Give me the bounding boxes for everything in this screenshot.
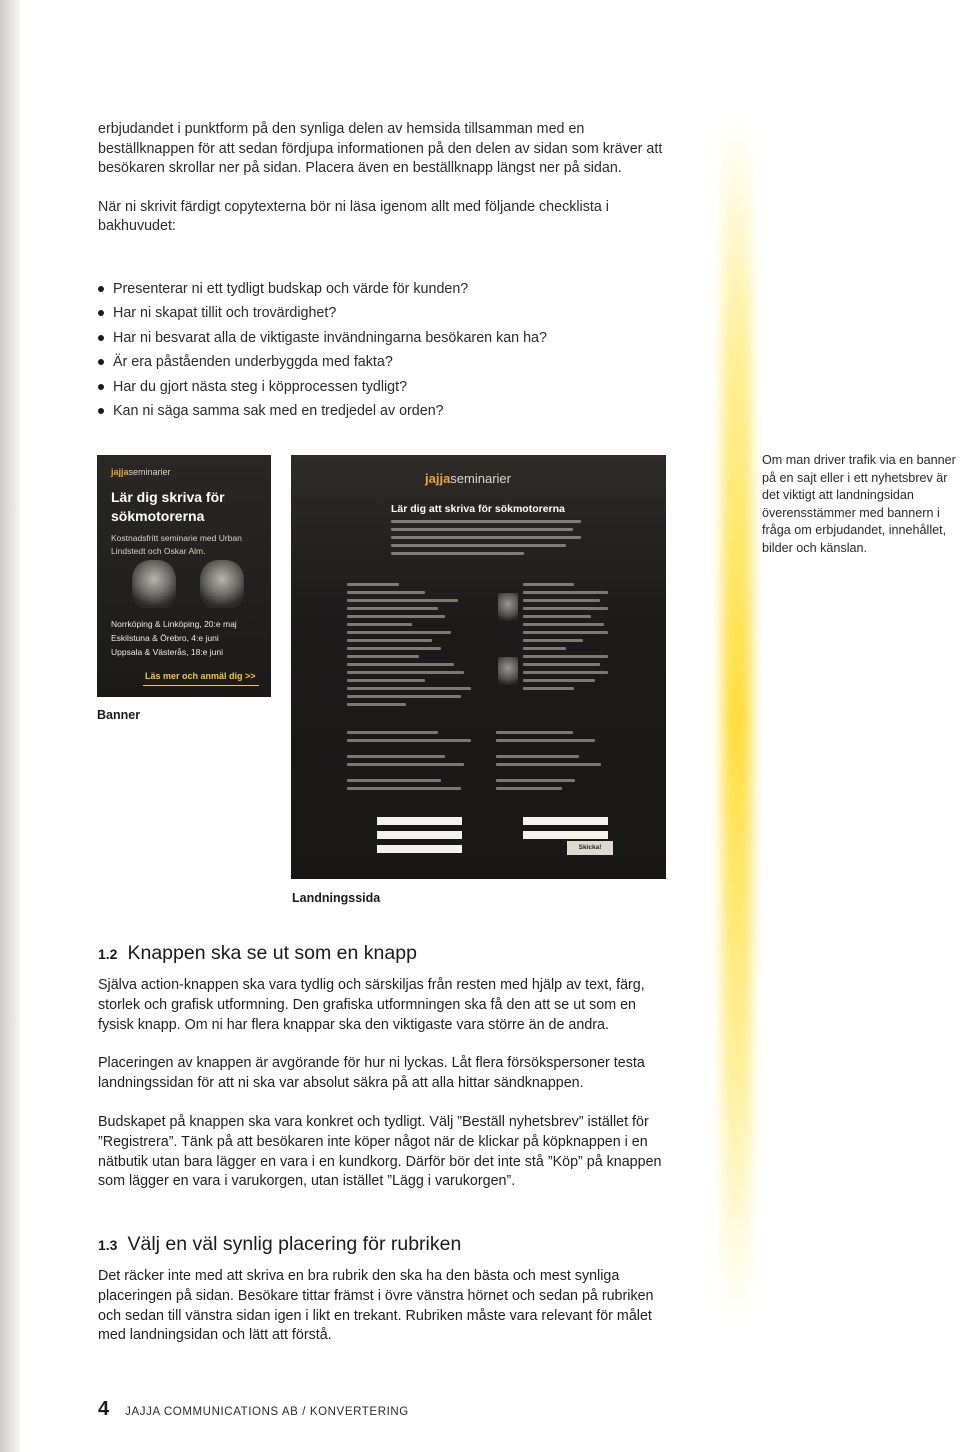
page-edge-strip <box>0 0 20 1452</box>
banner-city-line: Norrköping & Linköping, 20:e maj <box>111 619 237 629</box>
landing-page-image <box>291 455 666 879</box>
banner-cta-underline <box>143 685 259 686</box>
section-body <box>98 976 668 1192</box>
side-note: Om man driver trafik via en banner på en sajt eller i ett nyhetsbrev är det viktigt att landningsidan överensstämmer med bannern i fråga om erbjudandet, innehållet, bilder och känslan. <box>762 453 956 555</box>
portrait-photo <box>200 560 244 608</box>
landing-caption: Landningssida <box>292 891 381 905</box>
landing-logo: jajjaseminarier <box>425 471 511 486</box>
section-body <box>98 1267 668 1346</box>
banner-cta-link: Läs mer och anmäl dig >> <box>145 671 256 681</box>
banner-logo: jajjaseminarier <box>111 467 171 477</box>
page-footer <box>98 1398 598 1424</box>
banner-caption: Banner <box>97 708 141 722</box>
decorative-glow <box>722 120 752 1320</box>
mobile-field <box>377 845 462 853</box>
portrait-photo <box>132 560 176 608</box>
intro-text <box>98 120 678 237</box>
checklist-item: Har ni besvarat alla de viktigaste invändningarna besökaren kan ha? <box>98 326 698 350</box>
paragraph: Själva action-knappen ska vara tydlig och särskiljas från resten med hjälp av text, färg, storlek och grafisk utformning. Den grafiska utformningen ska få den att se ut som en fysisk knapp. Om ni har flera knappar ska den viktigaste vara större än de andra. <box>98 977 645 1033</box>
checklist-item: Har du gjort nästa steg i köpprocessen tydligt? <box>98 375 698 399</box>
banner-subtitle: Kostnadsfritt seminarie med Urban Lindstedt och Oskar Alm. <box>111 533 242 556</box>
section-number: 1.2 <box>98 946 118 962</box>
name-field <box>377 817 462 825</box>
section-heading <box>98 942 798 965</box>
landing-intro-text <box>391 520 581 560</box>
section-number: 1.3 <box>98 1237 118 1253</box>
checklist-item: Kan ni säga samma sak med en tredjedel av orden? <box>98 399 698 423</box>
landing-left-column <box>347 583 477 711</box>
checklist-item: Presenterar ni ett tydligt budskap och värde för kunden? <box>98 277 698 301</box>
section-heading <box>98 1233 798 1256</box>
landing-dates-right <box>496 731 606 795</box>
speaker-photo <box>498 657 518 685</box>
section-title: Knappen ska se ut som en knapp <box>127 942 417 964</box>
paragraph: Det räcker inte med att skriva en bra rubrik den ska ha den bästa och mest synliga placeringen på sidan. Besökare tittar främst i övre vänstra hörnet och sedan på rubriken och sedan till vänstra sidan igen i likt en trekant. Rubriken måste vara relevant för målet med landningsidan och lätt att förstå. <box>98 1268 654 1344</box>
banner-image <box>97 455 271 697</box>
paragraph: Placeringen av knappen är avgörande för hur ni lyckas. Låt flera försökspersoner testa landningssidan för att ni ska var absolut säkra på att alla hittar sändknappen. <box>98 1055 645 1092</box>
intro-paragraph-1: erbjudandet i punktform på den synliga delen av hemsida tillsamman med en beställknappen för att sedan fördjupa informationen på den delen av sidan som kräver att besökaren skrollar ner på sidan. Placera även en beställknapp längst ner på sidan. <box>98 121 663 177</box>
checklist <box>98 277 698 423</box>
landing-right-column <box>523 583 608 695</box>
submit-button: Skicka! <box>567 841 613 855</box>
company-field <box>377 831 462 839</box>
date-select <box>523 831 608 839</box>
landing-headline: Lär dig att skriva för sökmotorerna <box>391 503 565 515</box>
intro-paragraph-2: När ni skrivit färdigt copytexterna bör ni läsa igenom allt med följande checklista i bakhuvudet: <box>98 198 609 235</box>
page-number: 4 <box>98 1398 110 1420</box>
running-title: JAJJA COMMUNICATIONS AB / KONVERTERING <box>125 1406 409 1418</box>
banner-city-line: Eskilstuna & Örebro, 4:e juni <box>111 633 219 643</box>
checklist-item: Har ni skapat tillit och trovärdighet? <box>98 301 698 325</box>
landing-dates-left <box>347 731 477 795</box>
checklist-item: Är era påståenden underbyggda med fakta? <box>98 350 698 374</box>
banner-headline: Lär dig skriva för sökmotorerna <box>111 489 225 524</box>
paragraph: Budskapet på knappen ska vara konkret och tydligt. Välj ”Beställ nyhetsbrev” istället för ”Registrera”. Tänk på att besökaren inte köper något när de klickar på köpknappen i en nätbutik utan bara lägger en vara i en kundkorg. Därför bör det inte stå ”Köp” på knappen som lägger en vara i varukorgen, utan istället ”Lägg i varukorgen”. <box>98 1113 662 1190</box>
speaker-photo <box>498 593 518 621</box>
banner-city-line: Uppsala & Västerås, 18:e juni <box>111 647 223 657</box>
section-title: Välj en väl synlig placering för rubriken <box>127 1233 462 1255</box>
banner-cities <box>111 617 261 659</box>
email-field <box>523 817 608 825</box>
